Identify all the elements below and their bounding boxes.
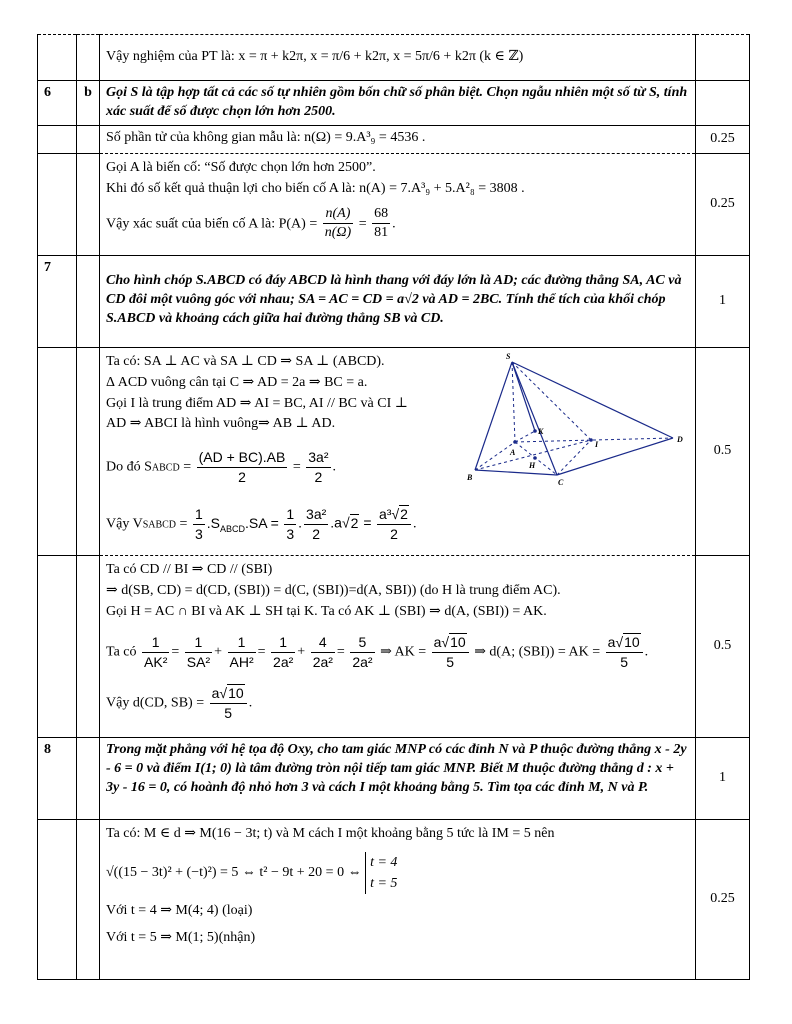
fraction: $\frac{n(A)}{n(\Omega)}$ <box>324 205 352 241</box>
answer-table <box>37 34 750 980</box>
step-line: Gọi A là biến cố: “Số được chọn lớn hơn 2500”. <box>106 159 376 175</box>
score-value: 0.25 <box>696 153 750 255</box>
answer-formula: Vậy d(CD, SB) = $\frac{a√10}{5}$ . <box>106 685 253 722</box>
question-number: 8 <box>38 737 77 819</box>
fig-label: H <box>529 460 536 470</box>
question-text: Cho hình chóp S.ABCD có đáy ABCD là hình thang với đáy lớn là AD; các đường thẳng SA, AC và CD đôi một vuông góc với nhau; SA = AC = CD = a√2 và AD = 2BC. Tính thể tích của khối chóp S.ABCD và khoảng cách giữa hai đường thẳng SB và CD. <box>100 255 696 347</box>
step-line: Số phần tử của không gian mẫu là: n(Ω) = 9.A³₉ = 4536 . <box>100 125 696 153</box>
fig-label: S <box>506 351 511 361</box>
fig-label: D <box>677 434 683 444</box>
solution-line <box>100 35 696 81</box>
step-block <box>100 153 696 255</box>
equation-line: √((15 − 3t)² + (−t)²) = 5 ⇔ t² − 9t + 20 = 0 ⇔ t = 4 t = 5 <box>106 852 689 894</box>
solution-bracket: t = 4 t = 5 <box>365 852 397 894</box>
score-value: 0.25 <box>696 125 750 153</box>
distance-formula: Ta có $\frac{1}{\text{AK²}}$ = $\frac{1}{\text{SA²}}$ + $\frac{1}{\text{AH²}}$ = $\frac{1}{\text{2a²}}$ + $\frac{4}{\text{2a²}}$ = $\frac{5}{\text{2a²}}$ ⇒ AK = $\frac{a√10}{5}$ ⇒ d(A; (SBI)) = AK = $\frac{a√10}{5}$ . <box>106 634 649 671</box>
solution-block: Ta có CD // BI ⇒ CD // (SBI) ⇒ d(SB, CD) = d(CD, (SBI)) = d(C, (SBI))=d(A, SBI)) (do H là trung điểm AC). Gọi H = AC ∩ BI và AK ⊥ SH tại K. Ta có AK ⊥ (SBI) ⇒ d(A, (SBI)) = AK. Ta có $\frac{1}{\text{AK²}}$ = $\frac{1}{\text{SA²}}$ + $\frac{1}{\text{AH²}}$ = $\frac{1}{\text{2a²}}$ + $\frac{4}{\text{2a²}}$ = $\frac{5}{\text{2a²}}$ ⇒ AK = $\frac{a√10}{5}$ ⇒ d(A; (SBI)) = AK = $\frac{a√10}{5}$ . Vậy d(CD, SB) = $\frac{a√10}{5}$ . <box>100 555 696 737</box>
question-sub: b <box>77 81 100 126</box>
solution-block: Ta có: SA ⊥ AC và SA ⊥ CD ⇒ SA ⊥ (ABCD). Δ ACD vuông cân tại C ⇒ AD = 2a ⇒ BC = a. Gọi I là trung điểm AD ⇒ AI = BC, AI // BC và CI ⊥ AD ⇒ ABCI là hình vuông⇒ AB ⊥ AD. Do đó SABCD = $\frac{(AD + BC).AB}{2}$ = $\frac{\text{3a²}}{2}$ . Vậy VSABCD = $\frac{1}{3}$ $.S_{ABCD}.SA$ = $\frac{1}{3}$ . $\frac{\text{3a²}}{2}$ .a√2 = $\frac{\text{a³√2}}{2}$ . S A K I D B H C <box>100 347 696 555</box>
score-cell <box>696 35 750 81</box>
pt-solution-text: Vậy nghiệm của PT là: x = π + k2π, x = π/6 + k2π, x = 5π/6 + k2π (k ∈ ℤ) <box>106 49 524 65</box>
score-value: 0.5 <box>696 555 750 737</box>
fig-label: B <box>467 472 473 482</box>
fig-label: I <box>595 439 599 449</box>
score-value: 1 <box>696 255 750 347</box>
question-text: Gọi S là tập hợp tất cả các số tự nhiên gồm bốn chữ số phân biệt. Chọn ngẫu nhiên một số từ S, tính xác suất để số được chọn lớn hơn 2500. <box>100 81 696 126</box>
fraction: $\frac{(AD + BC).AB}{2}$ <box>198 449 286 486</box>
fig-label: A <box>510 447 516 457</box>
fraction: $\frac{68}{81}$ <box>374 205 389 241</box>
solution-block: Ta có: M ∈ d ⇒ M(16 − 3t; t) và M cách I một khoảng bằng 5 tức là IM = 5 nên √((15 − 3t)² + (−t)²) = 5 ⇔ t² − 9t + 20 = 0 ⇔ t = 4 t = 5 Với t = 4 ⇒ M(4; 4) (loại) Với t = 5 ⇒ M(1; 5)(nhận) <box>100 819 696 979</box>
area-formula: Do đó SABCD = $\frac{(AD + BC).AB}{2}$ = $\frac{\text{3a²}}{2}$ . <box>106 449 336 486</box>
sub-cell <box>77 35 100 81</box>
question-text: Trong mặt phẳng với hệ tọa độ Oxy, cho tam giác MNP có các đỉnh N và P thuộc đường thẳng x - 2y - 6 = 0 và điểm I(1; 0) là tâm đường tròn nội tiếp tam giác MNP. Biết M thuộc đường thẳng d : x + 3y - 16 = 0, có hoành độ nhỏ hơn 3 và cách I một khoảng bằng 5. Tìm tọa các đỉnh M, N và P. <box>100 737 696 819</box>
score-value: 1 <box>696 737 750 819</box>
num-cell <box>38 35 77 81</box>
score-value: 0.25 <box>696 819 750 979</box>
volume-formula: Vậy VSABCD = $\frac{1}{3}$ $.S_{ABCD}.SA$ = $\frac{1}{3}$ . $\frac{\text{3a²}}{2}$ .a√2 = $\frac{\text{a³√2}}{2}$ . <box>106 506 417 543</box>
probability-line: Vậy xác suất của biến cố A là: P(A) = $\frac{n(A)}{n(\Omega)}$ = $\frac{68}{81}$ . <box>106 205 689 244</box>
question-number: 7 <box>38 255 77 347</box>
score-value: 0.5 <box>696 347 750 555</box>
fig-label: C <box>558 477 564 487</box>
score-cell <box>696 81 750 126</box>
fig-label: K <box>538 426 544 436</box>
question-number: 6 <box>38 81 77 126</box>
pyramid-figure <box>465 350 695 490</box>
fraction: $\frac{\text{3a²}}{2}$ <box>308 449 329 486</box>
step-line: Khi đó số kết quả thuận lợi cho biến cố A là: n(A) = 7.A³₉ + 5.A²₈ = 3808 . <box>106 180 525 196</box>
